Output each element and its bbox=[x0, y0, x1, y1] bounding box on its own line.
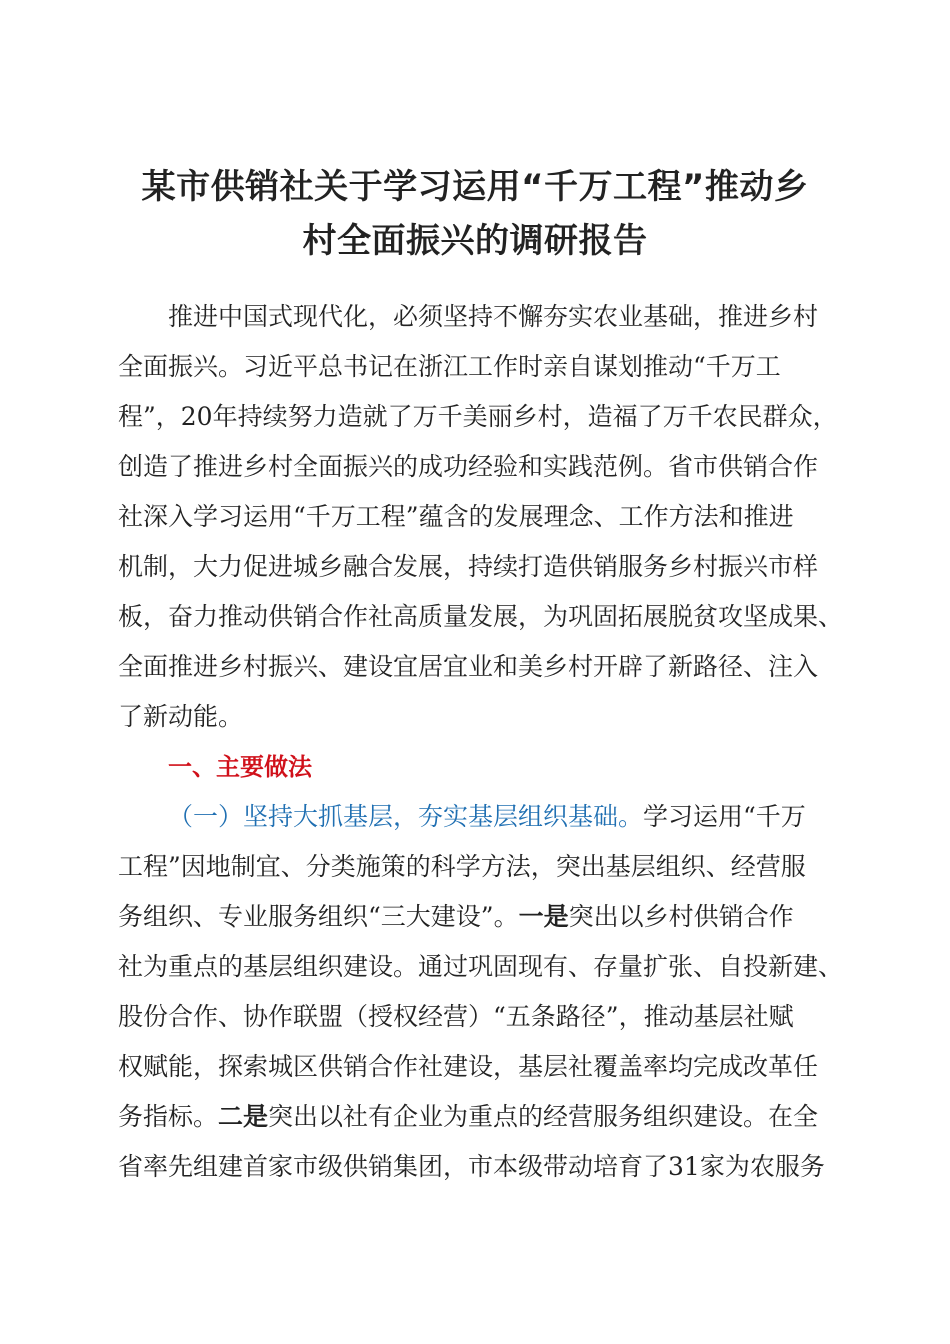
title-line-2: 村全面振兴的调研报告 bbox=[302, 221, 648, 261]
intro-line: 创造了推进乡村全面振兴的成功经验和实践范例。省市供销合作 bbox=[118, 452, 819, 481]
intro-line: 板，奋力推动供销合作社高质量发展，为巩固拓展脱贫攻坚成果、 bbox=[118, 602, 844, 631]
intro-line: 全面推进乡村振兴、建设宜居宜业和美乡村开辟了新路径、注入 bbox=[118, 652, 819, 681]
intro-line: 了新动能。 bbox=[118, 702, 244, 731]
section-1-text: 突出以乡村供销合作 bbox=[568, 902, 794, 931]
intro-line: 机制，大力促进城乡融合发展，持续打造供销服务乡村振兴市样 bbox=[118, 552, 819, 581]
intro-line: 全面振兴。习近平总书记在浙江工作时亲自谋划推动“千万工 bbox=[118, 352, 781, 381]
sub-heading: （一）坚持大抓基层，夯实基层组织基础。 bbox=[168, 802, 644, 831]
section-1-line: 工程”因地制宜、分类施策的科学方法，突出基层组织、经营服 bbox=[118, 852, 806, 881]
intro-line: 社深入学习运用“千万工程”蕴含的发展理念、工作方法和推进 bbox=[118, 502, 794, 531]
intro-line: 程”，20年持续努力造就了万千美丽乡村，造福了万千农民群众， bbox=[118, 402, 838, 431]
section-1-line bbox=[118, 892, 830, 942]
intro-line: 推进中国式现代化，必须坚持不懈夯实农业基础，推进乡村 bbox=[168, 302, 819, 331]
section-1-line: 股份合作、协作联盟（授权经营）“五条路径”，推动基层社赋 bbox=[118, 1002, 794, 1031]
document-title bbox=[100, 160, 850, 268]
section-1-line: 权赋能，探索城区供销合作社建设，基层社覆盖率均完成改革任 bbox=[118, 1052, 819, 1081]
section-1-line bbox=[118, 792, 830, 842]
section-1-text: 务指标。 bbox=[118, 1102, 219, 1131]
section-1-text: 学习运用“千万 bbox=[643, 802, 806, 831]
section-heading: 一、主要做法 bbox=[168, 753, 312, 781]
section-1-line bbox=[118, 1092, 830, 1142]
marker-two: 二是 bbox=[218, 1102, 269, 1131]
section-1-text: 突出以社有企业为重点的经营服务组织建设。在全 bbox=[268, 1102, 819, 1131]
section-1-line: 省率先组建首家市级供销集团，市本级带动培育了31家为农服务 bbox=[118, 1152, 825, 1181]
title-line-1: 某市供销社关于学习运用“千万工程”推动乡 bbox=[141, 167, 809, 207]
document-body bbox=[118, 292, 844, 1192]
marker-one: 一是 bbox=[518, 902, 569, 931]
section-1-text: 务组织、专业服务组织“三大建设”。 bbox=[118, 902, 519, 931]
section-1-line: 社为重点的基层组织建设。通过巩固现有、存量扩张、自投新建、 bbox=[118, 952, 844, 981]
